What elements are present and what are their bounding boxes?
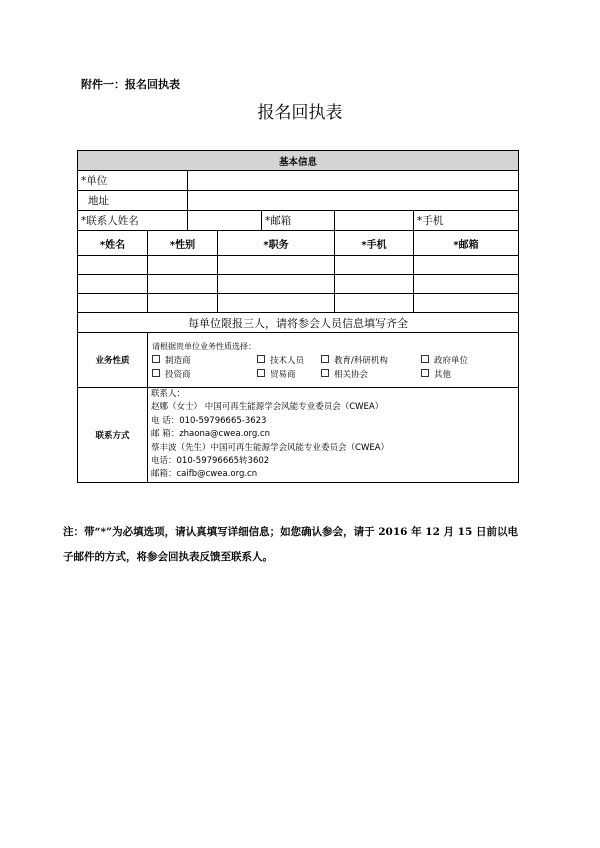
page-title: 报名回执表 [257, 103, 343, 123]
checkbox-icon[interactable] [152, 355, 160, 363]
attendee-position-cell[interactable] [218, 294, 335, 313]
address-input[interactable] [188, 191, 519, 211]
attendee-email-cell[interactable] [414, 294, 519, 313]
checkbox-icon[interactable] [321, 355, 329, 363]
col-header-gender: *性别 [148, 231, 218, 256]
attendee-row [78, 256, 519, 275]
contact-label: 联系方式 [78, 388, 148, 483]
col-header-mobile: *手机 [335, 231, 414, 256]
email-label: *邮箱 [262, 211, 335, 231]
option-manufacturer[interactable]: 制造商 [152, 354, 257, 366]
checkbox-icon[interactable] [421, 355, 429, 363]
option-investor[interactable]: 投资商 [152, 368, 257, 380]
checkbox-icon[interactable] [152, 369, 160, 377]
footnote-line1: 注：带“*”为必填选项，请认真填写详细信息；如您确认参会，请于 2016 年 12 月 15 日前以电 [63, 526, 518, 538]
footnote-line2: 子邮件的方式，将参会回执表反馈至联系人。 [63, 551, 273, 563]
limit-notice: 每单位限报三人，请将参会人员信息填写齐全 [78, 313, 519, 333]
col-header-email: *邮箱 [414, 231, 519, 256]
business-type-options [148, 333, 519, 388]
contact-line: 邮 箱：zhaona@cwea.org.cn [151, 429, 271, 440]
checkbox-icon[interactable] [421, 369, 429, 377]
contact-line: 联系人： [151, 389, 186, 399]
checkbox-icon[interactable] [321, 369, 329, 377]
col-header-position: *职务 [218, 231, 335, 256]
email-input[interactable] [335, 211, 414, 231]
checkbox-icon[interactable] [257, 355, 265, 363]
contact-name-label: *联系人姓名 [78, 211, 188, 231]
contact-line: 电话：010-59796665转3602 [151, 456, 270, 467]
contact-line: 电 话：010-59796665-3623 [151, 415, 267, 426]
col-header-name: *姓名 [78, 231, 148, 256]
attendee-email-cell[interactable] [414, 256, 519, 275]
attendee-mobile-cell[interactable] [335, 256, 414, 275]
registration-form [77, 150, 519, 483]
address-label: 地址 [78, 191, 188, 211]
attendee-position-cell[interactable] [218, 256, 335, 275]
contact-line: 邮箱：caifb@cwea.org.cn [151, 469, 258, 480]
attendee-row [78, 294, 519, 313]
unit-input[interactable] [188, 171, 519, 191]
option-other[interactable]: 其他 [421, 368, 481, 380]
attendee-name-cell[interactable] [78, 294, 148, 313]
option-government[interactable]: 政府单位 [421, 354, 481, 366]
attendee-gender-cell[interactable] [148, 275, 218, 294]
attendee-email-cell[interactable] [414, 275, 519, 294]
attendee-row [78, 275, 519, 294]
checkbox-icon[interactable] [257, 369, 265, 377]
contact-line: 赵娜（女士） 中国可再生能源学会风能专业委员会（CWEA） [151, 402, 384, 413]
business-type-prompt: 请根据贵单位业务性质选择： [152, 341, 256, 351]
attendee-name-cell[interactable] [78, 275, 148, 294]
option-technician[interactable]: 技术人员 [257, 354, 321, 366]
contact-line: 蔡丰波（先生）中国可再生能源学会风能专业委员会（CWEA） [151, 442, 390, 453]
attendee-mobile-cell[interactable] [335, 294, 414, 313]
attendee-gender-cell[interactable] [148, 294, 218, 313]
business-type-label: 业务性质 [78, 333, 148, 388]
attachment-label: 附件一：报名回执表 [81, 78, 180, 91]
attendee-position-cell[interactable] [218, 275, 335, 294]
attendee-gender-cell[interactable] [148, 256, 218, 275]
footnote [63, 520, 523, 570]
option-association[interactable]: 相关协会 [321, 368, 421, 380]
contact-info [148, 388, 519, 483]
option-trader[interactable]: 贸易商 [257, 368, 321, 380]
attendee-mobile-cell[interactable] [335, 275, 414, 294]
unit-label: *单位 [78, 171, 188, 191]
attendee-name-cell[interactable] [78, 256, 148, 275]
option-education-research[interactable]: 教育/科研机构 [321, 354, 421, 366]
contact-name-input[interactable] [188, 211, 262, 231]
basic-info-header: 基本信息 [78, 151, 519, 171]
mobile-label: *手机 [414, 211, 519, 231]
